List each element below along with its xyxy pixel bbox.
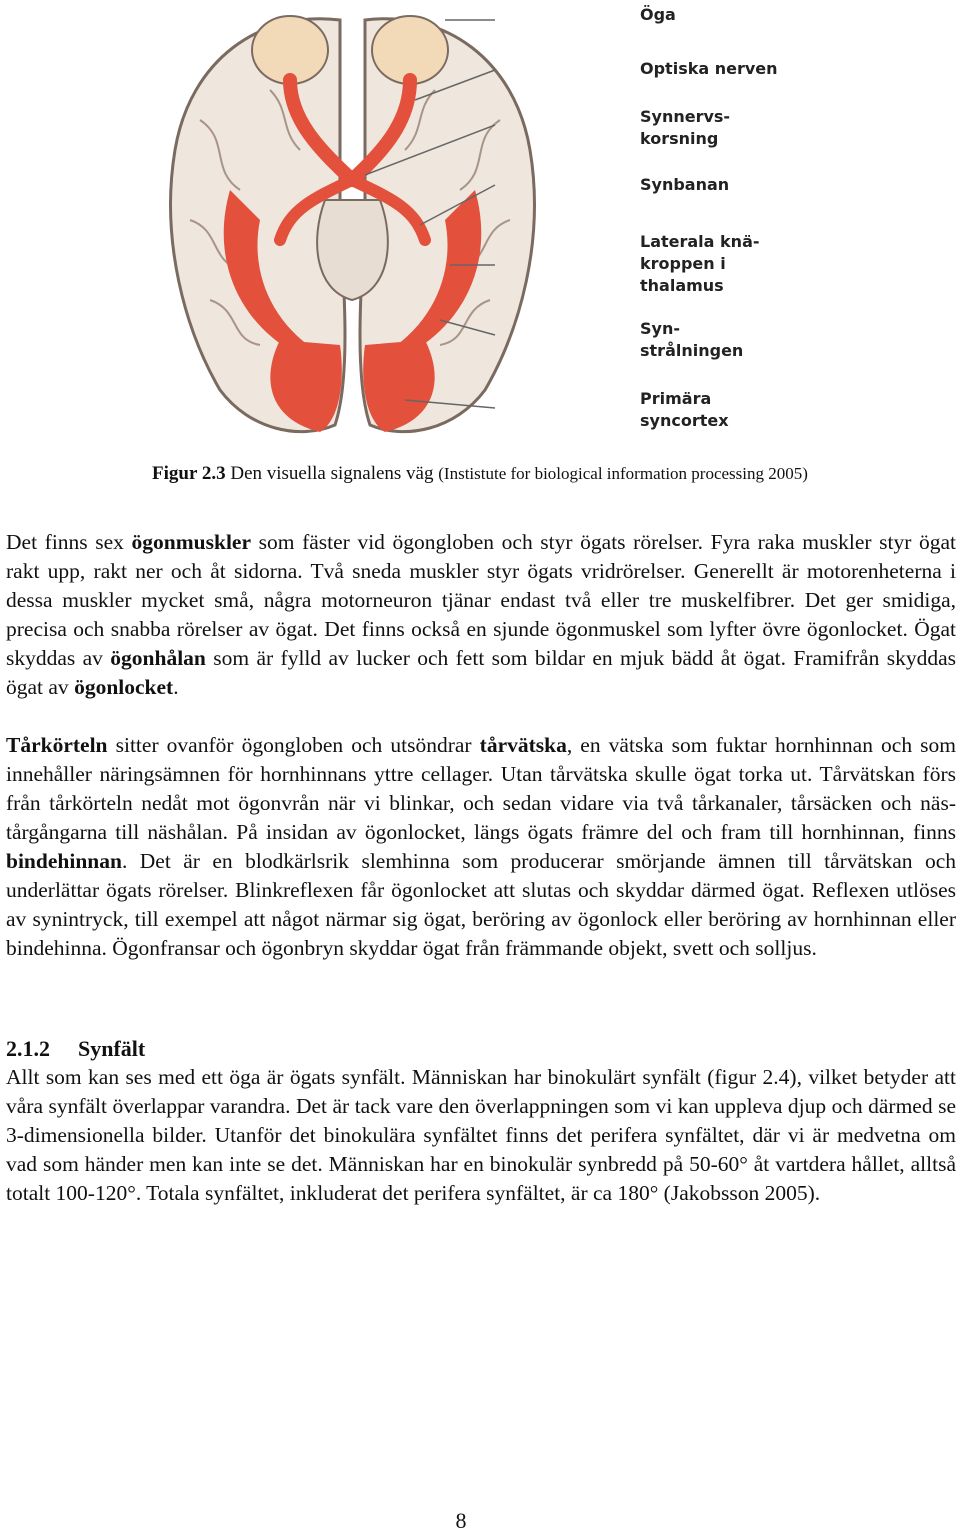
text-run: Allt som kan ses med ett öga är ögats synfält. Människan har binokulärt synfält (figur 2.4), vilket betyder att våra synfält överlappar varandra. Det är tack vare den överlappningen som vi kan uppleva djup och därmed se 3-dimensionella bilder. Utanför det binokulära synfältet finns det perifera synfältet, där vi är medvetna om vad som händer men kan inte se det. Människan har en binokulär synbredd på 50-60° åt vartdera hållet, alltså totalt 100-120°. Totala synfältet, inkluderat det perifera synfältet, är ca 180° (Jakobsson 2005). — [6, 1065, 956, 1205]
section-title: Synfält — [78, 1036, 146, 1061]
paragraph-visual-field — [6, 1063, 956, 1208]
term-ogonmuskler: ögonmuskler — [131, 530, 252, 554]
text-run: . — [173, 675, 179, 699]
section-number: 2.1.2 — [6, 1036, 50, 1061]
term-tarkorteln: Tårkörteln — [6, 733, 108, 757]
label-primary-visual-cortex: Primära syncortex — [640, 389, 729, 430]
label-eye: Öga — [640, 5, 676, 24]
label-lateral-geniculate: Laterala knä- kroppen i thalamus — [640, 232, 760, 295]
paragraph-tear-gland — [6, 731, 956, 963]
term-tarvatska: tårvätska — [479, 733, 567, 757]
text-run: som är fylld av lucker och fett som bildar en mjuk bädd åt ögat. Framifrån skyddas ögat av — [6, 646, 956, 699]
caption-text: Den visuella signalens väg — [225, 463, 439, 484]
figure-caption — [0, 462, 960, 486]
label-optic-tract: Synbanan — [640, 175, 730, 194]
text-run: sitter ovanför ögongloben och utsöndrar — [107, 733, 480, 757]
term-bindehinnan: bindehinnan — [6, 849, 122, 873]
label-optic-radiation: Syn- strålningen — [640, 319, 744, 360]
label-optic-nerve: Optiska nerven — [640, 59, 778, 78]
caption-label: Figur 2.3 — [152, 463, 226, 484]
term-ogonlocket: ögonlocket — [74, 675, 174, 699]
caption-source: (Instistute for biological information processing 2005) — [438, 464, 808, 483]
section-heading — [6, 1034, 145, 1063]
text-run: , en vätska som fuktar hornhinnan och som innehåller näringsämnen för hornhinnans yttre cellager. Utan tårvätska skulle ögat torka ut. Tårvätskan förs från tårkörteln nedåt mot ögonvrån när vi blinkar, och sedan vidare via två tårkanaler, tårsäcken och näs-tårgångarna till näshålan. På insidan av ögonlocket, längs ögats främre del och fram till hornhinnan, finns — [6, 733, 957, 844]
paragraph-eye-muscles — [6, 528, 956, 702]
text-run: som fäster vid ögongloben och styr ögats rörelser. Fyra raka muskler styr ögat rakt upp, rakt ner och åt sidorna. Två sneda muskler styr ögats vridrörelser. Generellt är motorenheterna i dessa muskler mycket små, några motorneuron tjänar endast två eller tre muskelfibrer. Det ger smidiga, precisa och snabba rörelser av ögat. Det finns också en sjunde ögonmuskel som lyfter övre ögonlocket. Ögat skyddas av — [6, 530, 957, 670]
term-ogonhalan: ögonhålan — [110, 646, 206, 670]
brain-illustration — [140, 0, 620, 445]
visual-pathway-figure — [140, 0, 800, 445]
label-optic-chiasm: Synnervs- korsning — [640, 107, 731, 148]
page-number: 8 — [455, 1508, 467, 1533]
text-run: Det finns sex — [6, 530, 132, 554]
text-run: . Det är en blodkärlsrik slemhinna som producerar smörjande ämnen till tårvätskan och underlättar ögats rörelser. Blinkreflexen får ögonlocket att slutas och skyddar därmed ögat. Reflexen utlöses av synintryck, till exempel att något närmar sig ögat, beröring av ögonlock eller beröring av hornhinnan eller bindehinna. Ögonfransar och ögonbryn skyddar ögat från främmande objekt, svett och solljus. — [6, 849, 956, 960]
